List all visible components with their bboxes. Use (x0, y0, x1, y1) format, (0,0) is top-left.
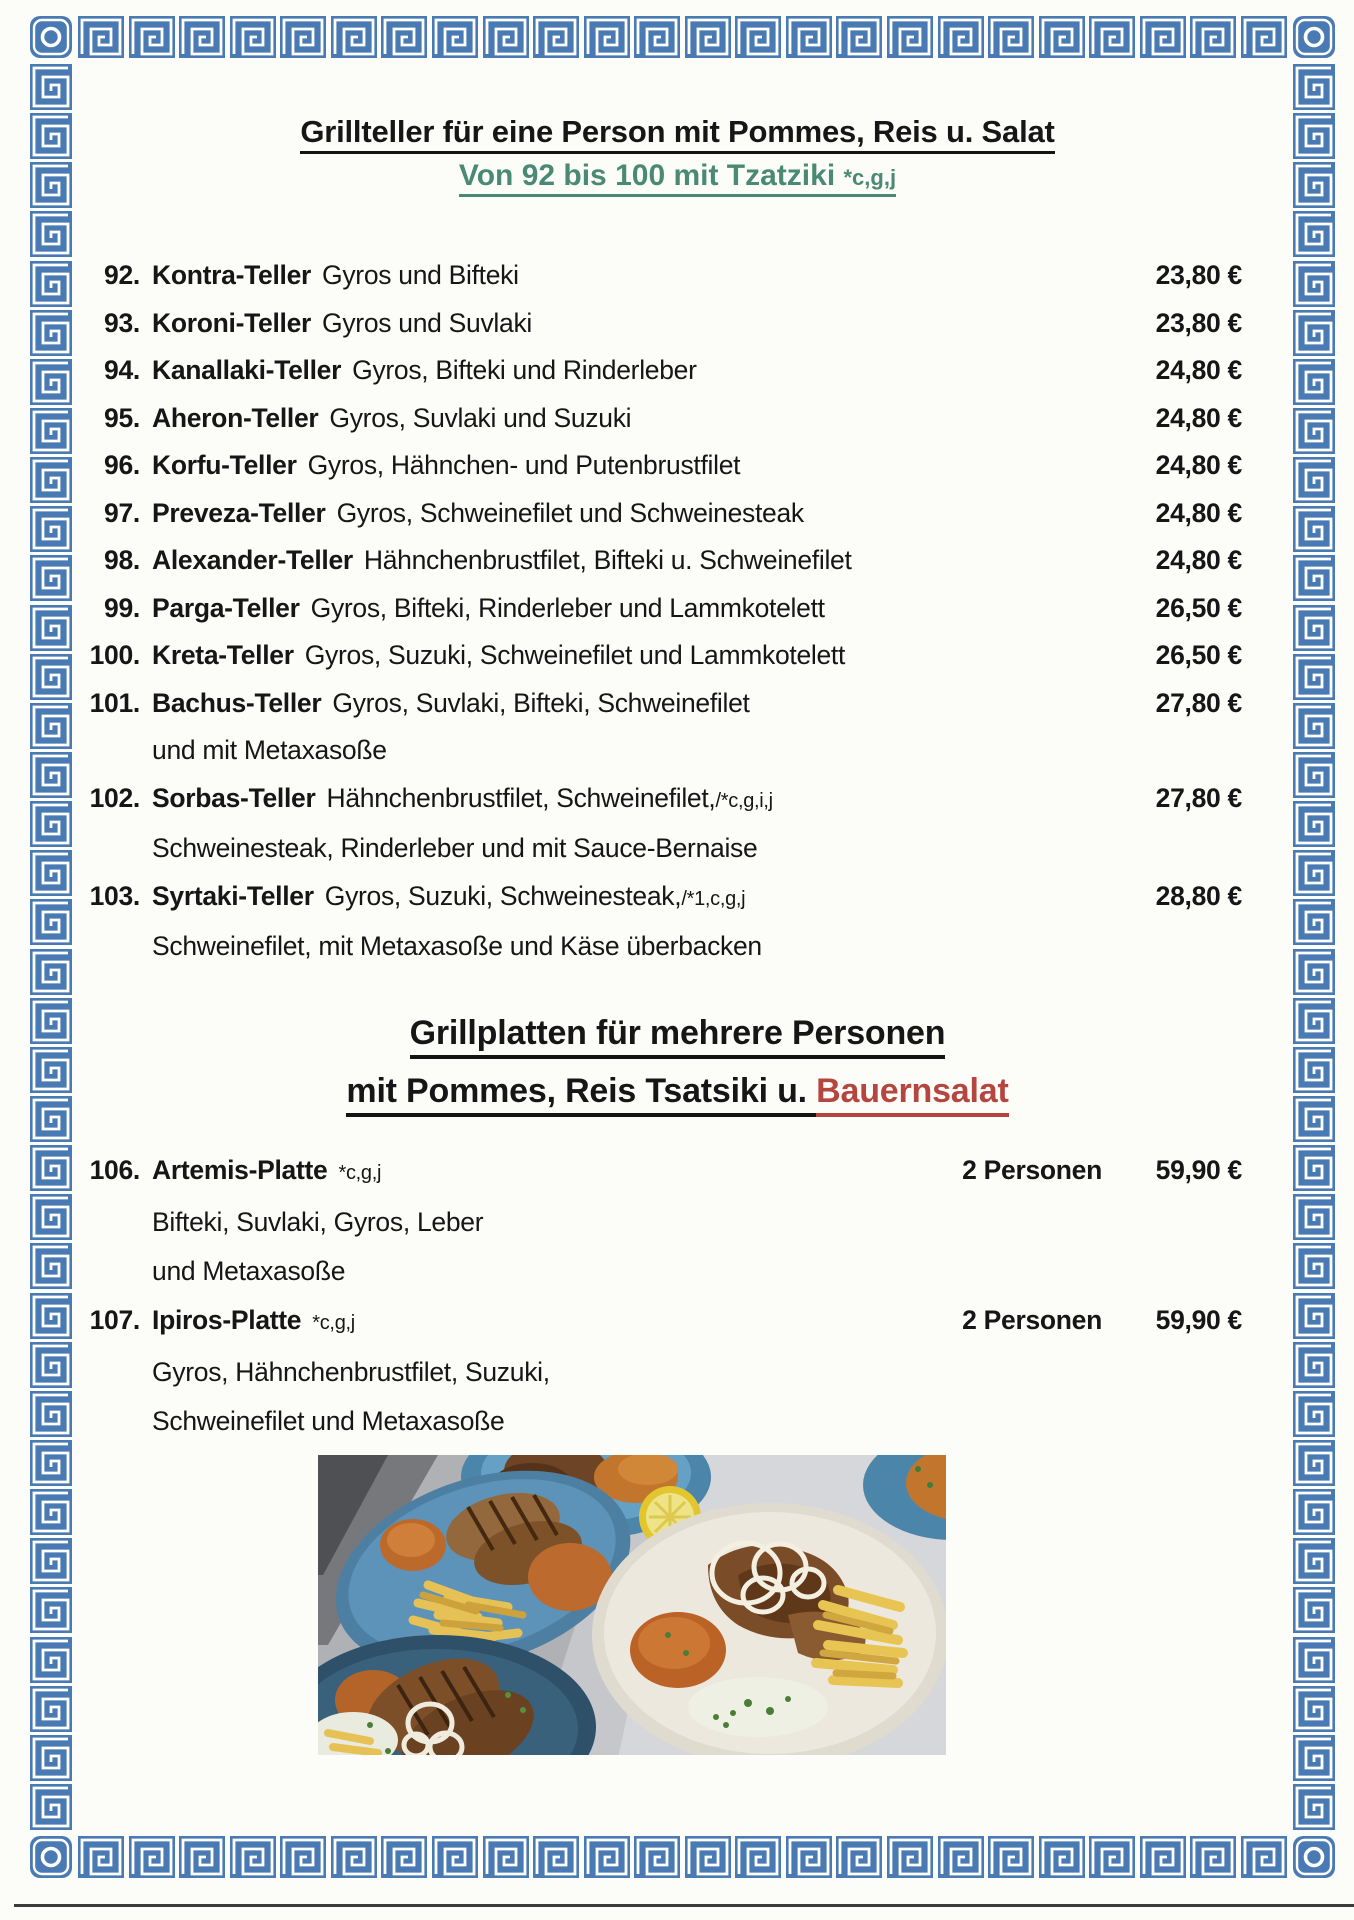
item-allergens: *c,g,j (338, 1162, 382, 1184)
item-name: Artemis-Platte (152, 1155, 328, 1185)
item-desc: Gyros, Bifteki, Rinderleber und Lammkotelett (310, 592, 825, 623)
menu-item-106-line2 (84, 1198, 1242, 1247)
grillplatten-list (84, 1146, 1242, 1446)
grillteller-list (84, 252, 1242, 971)
item-price: 24,80 € (1155, 355, 1242, 385)
item-desc: Gyros, Suvlaki, Bifteki, Schweinefilet (332, 687, 750, 718)
persons-label: 2 Personen (962, 1155, 1102, 1185)
section2-subtitle-text: mit Pommes, Reis Tsatsiki u. (346, 1072, 816, 1117)
item-desc-continued: Schweinefilet und Metaxasoße (152, 1406, 505, 1436)
menu-item-102-line2 (84, 825, 1242, 873)
menu-item-101-line2 (84, 727, 1242, 775)
menu-item-95 (84, 395, 1242, 443)
section2-subtitle-highlight: Bauernsalat (816, 1072, 1008, 1117)
border-corner-top-left-icon (30, 16, 72, 58)
item-price: 23,80 € (1155, 260, 1242, 290)
border-corner-bottom-right-icon (1293, 1836, 1335, 1878)
menu-item-103 (84, 873, 1242, 924)
scan-artifact-line (14, 1904, 1354, 1907)
item-desc: Gyros, Suzuki, Schweinefilet und Lammkotelett (304, 640, 846, 670)
item-number: 107. (89, 1305, 140, 1335)
menu-item-103-line2 (84, 923, 1242, 971)
section1-subtitle-allergens: *c,g,j (843, 165, 897, 190)
item-number: 99. (104, 592, 140, 623)
item-name: Kreta-Teller (152, 640, 294, 670)
item-price: 27,80 € (1155, 782, 1242, 813)
section2-subtitle (75, 1072, 1280, 1111)
item-name: Parga-Teller (152, 592, 300, 623)
menu-item-107 (84, 1296, 1242, 1348)
section1-title-text: Grillteller für eine Person mit Pommes, Reis u. Salat (300, 114, 1054, 154)
section1-subtitle (75, 159, 1280, 193)
item-desc: Gyros und Bifteki (322, 260, 519, 290)
item-number: 92. (104, 260, 140, 290)
item-price: 24,80 € (1155, 545, 1242, 575)
item-price: 24,80 € (1155, 402, 1242, 433)
menu-item-93 (84, 300, 1242, 348)
item-name: Aheron-Teller (152, 402, 319, 433)
item-price: 59,90 € (1155, 1305, 1242, 1335)
item-desc-continued: und Metaxasoße (152, 1256, 346, 1286)
item-number: 101. (89, 687, 140, 718)
item-name: Syrtaki-Teller (152, 880, 314, 911)
item-name: Kontra-Teller (152, 260, 312, 290)
item-desc-continued: und mit Metaxasoße (152, 735, 387, 765)
item-number: 96. (104, 450, 140, 480)
border-corner-bottom-left-icon (30, 1836, 72, 1878)
item-price: 26,50 € (1155, 640, 1242, 670)
item-name: Ipiros-Platte (152, 1305, 302, 1335)
item-allergens: /*1,c,g,j (681, 887, 746, 910)
greek-key-border-right (1293, 64, 1335, 1830)
item-number: 95. (104, 402, 140, 433)
item-desc: Gyros, Bifteki und Rinderleber (352, 355, 697, 385)
menu-item-101 (84, 680, 1242, 728)
item-number: 103. (89, 880, 140, 911)
menu-item-96 (84, 442, 1242, 490)
item-name: Bachus-Teller (152, 687, 322, 718)
item-number: 93. (104, 307, 140, 338)
item-desc: Gyros, Schweinefilet und Schweinesteak (336, 497, 804, 528)
menu-item-98 (84, 537, 1242, 585)
item-number: 102. (89, 782, 140, 813)
item-price: 28,80 € (1155, 880, 1242, 911)
item-name: Preveza-Teller (152, 497, 326, 528)
item-price: 24,80 € (1155, 497, 1242, 528)
item-price: 23,80 € (1155, 307, 1242, 338)
item-desc: Gyros und Suvlaki (322, 307, 532, 338)
menu-item-107-line2 (84, 1348, 1242, 1397)
greek-key-border-left (30, 64, 72, 1830)
item-allergens: *c,g,j (312, 1312, 355, 1334)
item-desc-continued: Schweinesteak, Rinderleber und mit Sauce-Bernaise (152, 833, 758, 863)
item-number: 106. (89, 1155, 140, 1185)
item-name: Kanallaki-Teller (152, 355, 342, 385)
menu-item-92 (84, 252, 1242, 300)
item-name: Alexander-Teller (152, 545, 353, 575)
item-allergens: /*c,g,i,j (715, 789, 773, 812)
item-number: 94. (104, 355, 140, 385)
item-number: 100. (89, 640, 140, 670)
item-number: 98. (104, 545, 140, 575)
greek-key-border-bottom (78, 1836, 1287, 1878)
item-desc: Gyros, Suzuki, Schweinesteak, (324, 880, 682, 911)
item-price: 27,80 € (1155, 687, 1242, 718)
food-photo (318, 1455, 946, 1755)
item-desc: Gyros, Suvlaki und Suzuki (329, 402, 632, 433)
menu-item-99 (84, 585, 1242, 633)
item-desc-continued: Schweinefilet, mit Metaxasoße und Käse überbacken (152, 931, 762, 961)
item-price: 59,90 € (1155, 1155, 1242, 1185)
menu-item-100 (84, 632, 1242, 680)
item-price: 24,80 € (1155, 450, 1242, 480)
menu-item-94 (84, 347, 1242, 395)
item-desc: Hähnchenbrustfilet, Bifteki u. Schweinefilet (363, 545, 852, 575)
border-corner-top-right-icon (1293, 16, 1335, 58)
item-name: Korfu-Teller (152, 450, 297, 480)
section2-title (75, 1014, 1280, 1053)
item-price: 26,50 € (1155, 592, 1242, 623)
persons-label: 2 Personen (962, 1305, 1102, 1335)
greek-key-border-top (78, 16, 1287, 58)
section2-title-text: Grillplatten für mehrere Personen (410, 1014, 946, 1059)
menu-item-97 (84, 490, 1242, 538)
item-desc: Gyros, Hähnchen- und Putenbrustfilet (307, 450, 741, 480)
item-number: 97. (104, 497, 140, 528)
section1-subtitle-text: Von 92 bis 100 mit Tzatziki (458, 159, 844, 192)
menu-item-107-line3 (84, 1397, 1242, 1446)
item-name: Koroni-Teller (152, 307, 312, 338)
item-desc-continued: Gyros, Hähnchenbrustfilet, Suzuki, (152, 1357, 550, 1387)
menu-item-106-line3 (84, 1247, 1242, 1296)
item-desc: Hähnchenbrustfilet, Schweinefilet, (326, 782, 716, 813)
menu-item-106 (84, 1146, 1242, 1198)
section1-title (75, 114, 1280, 150)
menu-item-102 (84, 775, 1242, 826)
item-name: Sorbas-Teller (152, 782, 316, 813)
item-desc-continued: Bifteki, Suvlaki, Gyros, Leber (152, 1207, 484, 1237)
